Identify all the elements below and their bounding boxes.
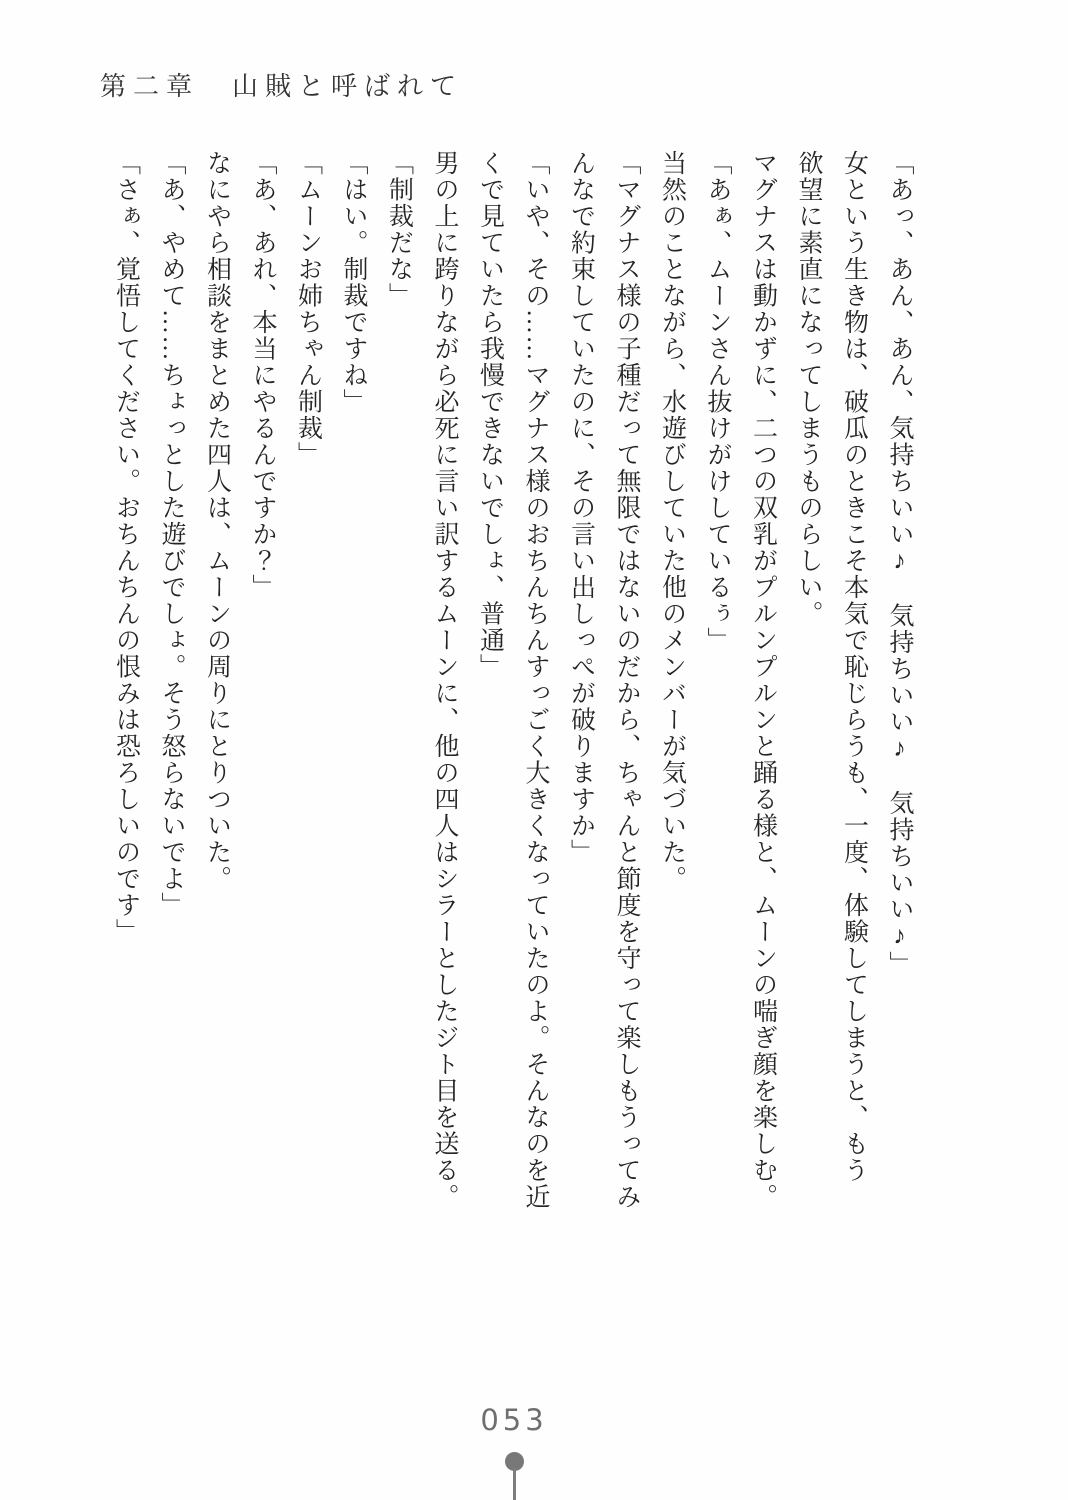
text-line: マグナスは動かずに、二つの双乳がプルンプルンと踊る様と、ムーンの喘ぎ顔を楽しむ。 xyxy=(749,150,777,1210)
text-line: 「マグナス様の子種だって無限ではないのだから、ちゃんと節度を守って楽しもうってみ xyxy=(613,150,640,1210)
text-line: んなで約束していたのに、その言い出しっぺが破りますか」 xyxy=(567,150,595,866)
text-line: 欲望に素直になってしまうものらしい。 xyxy=(795,150,822,627)
text-line: 女という生き物は、破瓜のときこそ本気で恥じらうも、一度、体験してしまうと、もう xyxy=(840,150,868,1184)
text-line: 「あぁ、ムーンさん抜けがけしているぅ」 xyxy=(704,150,731,654)
text-line: 「あっ、あん、あん、気持ちいい♪ 気持ちいい♪ 気持ちいい♪」 xyxy=(886,150,913,978)
text-line: 男の上に跨りながら必死に言い訳するムーンに、他の四人はシラーとしたジト目を送る。 xyxy=(431,150,458,1210)
text-line: 当然のことながら、水遊びしていた他のメンバーが気づいた。 xyxy=(658,150,686,892)
text-line: なにやら相談をまとめた四人は、ムーンの周りにとりついた。 xyxy=(203,150,231,892)
footer-line-ornament xyxy=(513,1468,516,1500)
text-line: 「はい。制裁ですね」 xyxy=(340,150,367,415)
vertical-text-block xyxy=(103,150,922,1280)
text-line: 「さぁ、覚悟してください。おちんちんの恨みは恐ろしいのです」 xyxy=(112,150,140,945)
text-line: 「ムーンお姉ちゃん制裁」 xyxy=(294,150,322,468)
chapter-header: 第二章 山賊と呼ばれて xyxy=(100,72,464,101)
page-number: 053 xyxy=(480,1403,548,1437)
text-line: 「あ、やめて……ちょっとした遊びでしょ。そう怒らないでよ」 xyxy=(158,150,185,919)
text-line: くで見ていたら我慢できないでしょ、普通」 xyxy=(476,150,504,680)
text-line: 「あ、あれ、本当にやるんですか？」 xyxy=(249,150,276,601)
text-line: 「制裁だな」 xyxy=(385,150,413,309)
text-line: 「いや、その……マグナス様のおちんちんすっごく大きくなっていたのよ。そんなのを近 xyxy=(522,150,549,1210)
